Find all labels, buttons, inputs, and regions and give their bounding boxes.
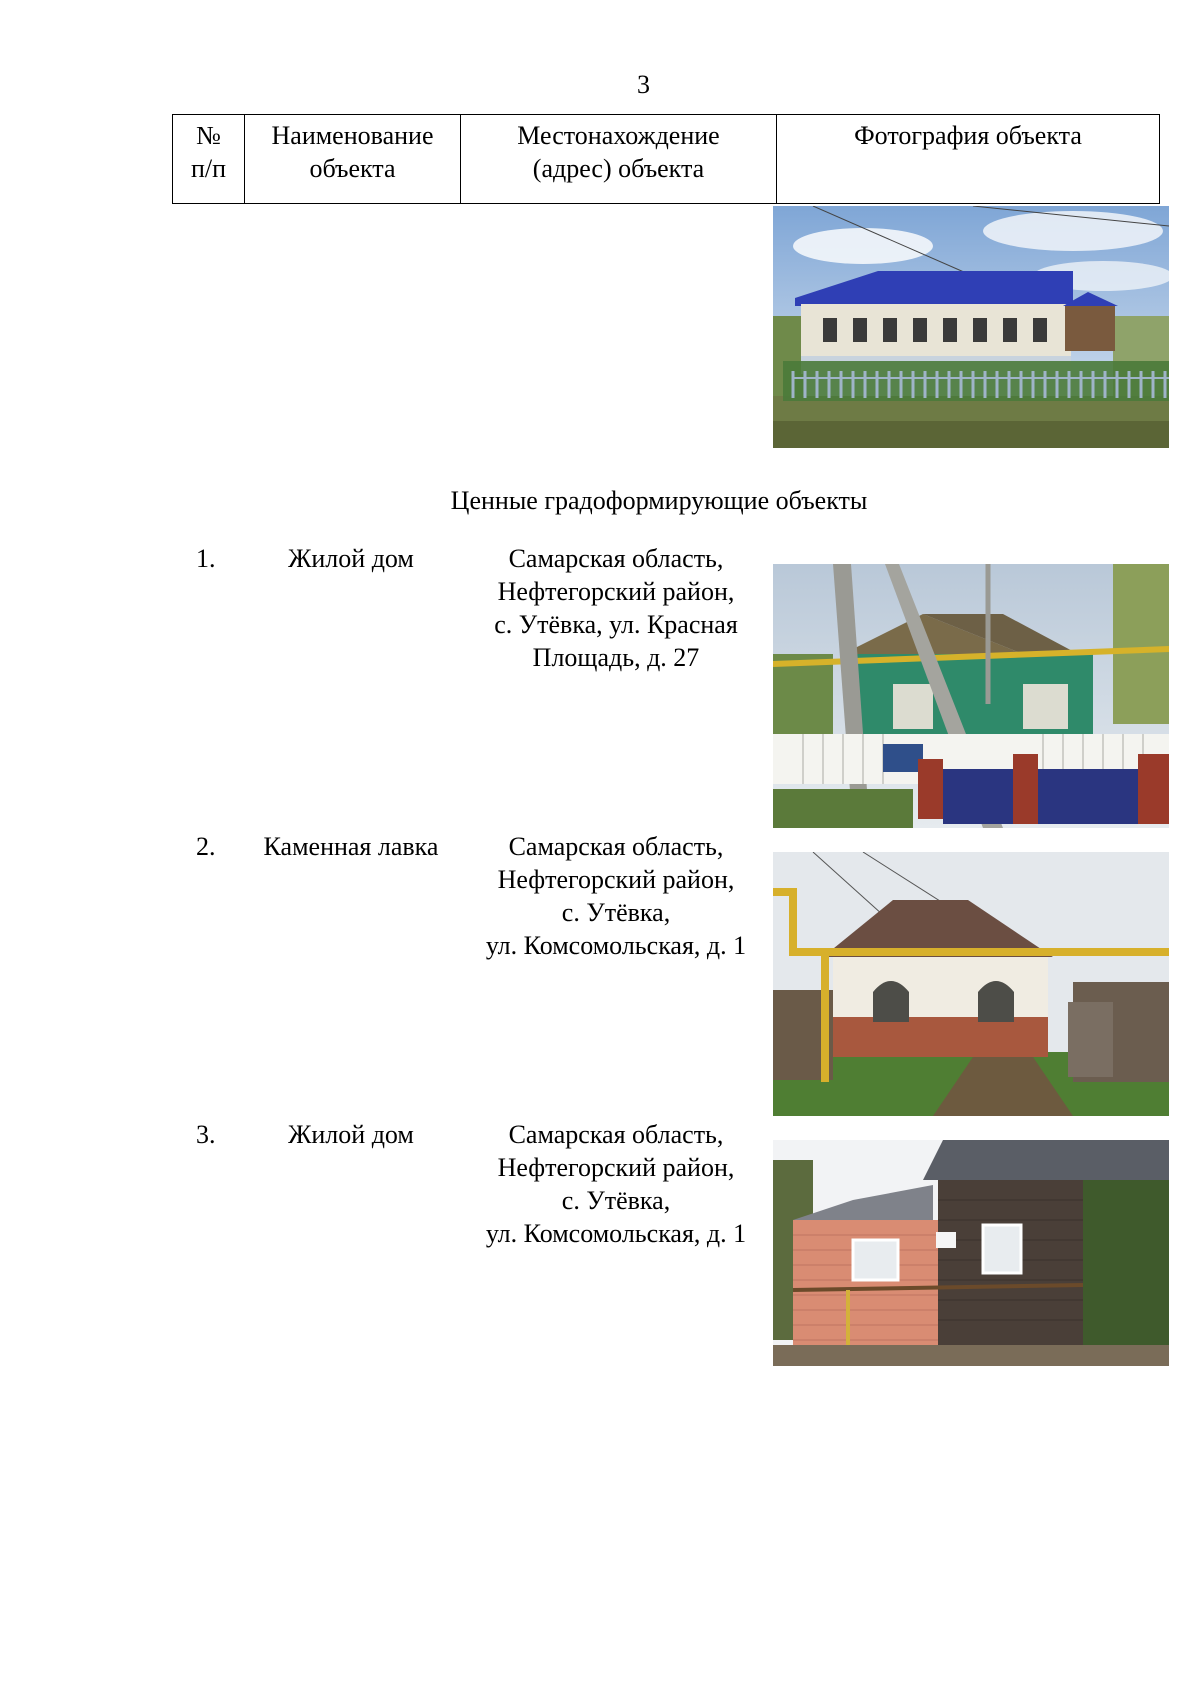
header-address-line1: Местонахождение xyxy=(517,121,720,150)
address-line: Нефтегорский район, xyxy=(497,1153,735,1182)
address-line: Самарская область, xyxy=(508,832,724,861)
section-title: Ценные градоформирующие объекты xyxy=(450,486,868,515)
header-address-line2: (адрес) объекта xyxy=(532,154,705,183)
page-number: 3 xyxy=(637,70,650,99)
address-line: с. Утёвка, xyxy=(561,898,671,927)
header-photo-label: Фотография объекта xyxy=(854,121,1082,150)
address-line: Самарская область, xyxy=(508,1120,724,1149)
row-object-name: Каменная лавка xyxy=(263,832,439,861)
address-line: Площадь, д. 27 xyxy=(532,643,700,672)
address-line: с. Утёвка, xyxy=(561,1186,671,1215)
header-number-line1: № xyxy=(196,121,221,150)
green-wooden-house-photo xyxy=(773,564,1169,828)
header-photo-cell xyxy=(777,115,1160,204)
row-object-address xyxy=(460,542,772,674)
address-line: Нефтегорский район, xyxy=(497,577,735,606)
brick-and-wood-house-photo xyxy=(773,1140,1169,1366)
header-number-line2: п/п xyxy=(190,154,227,183)
address-line: ул. Комсомольская, д. 1 xyxy=(485,931,747,960)
header-number-cell xyxy=(173,115,245,204)
objects-table-header xyxy=(172,114,1160,204)
address-line: ул. Комсомольская, д. 1 xyxy=(485,1219,747,1248)
row-object-name: Жилой дом xyxy=(288,1120,414,1149)
address-line: Самарская область, xyxy=(508,544,724,573)
address-line: с. Утёвка, ул. Красная xyxy=(494,610,738,639)
row-object-address xyxy=(460,1118,772,1250)
address-line: Нефтегорский район, xyxy=(497,865,735,894)
header-name-cell xyxy=(245,115,461,204)
header-name-line1: Наименование xyxy=(271,121,434,150)
header-address-cell xyxy=(461,115,777,204)
row-number: 2. xyxy=(196,832,216,861)
row-object-address xyxy=(460,830,772,962)
row-number: 3. xyxy=(196,1120,216,1149)
stone-shop-photo xyxy=(773,852,1169,1116)
header-name-line2: объекта xyxy=(309,154,396,183)
row-object-name: Жилой дом xyxy=(288,544,414,573)
blue-roof-house-photo xyxy=(773,206,1169,448)
row-number: 1. xyxy=(196,544,216,573)
